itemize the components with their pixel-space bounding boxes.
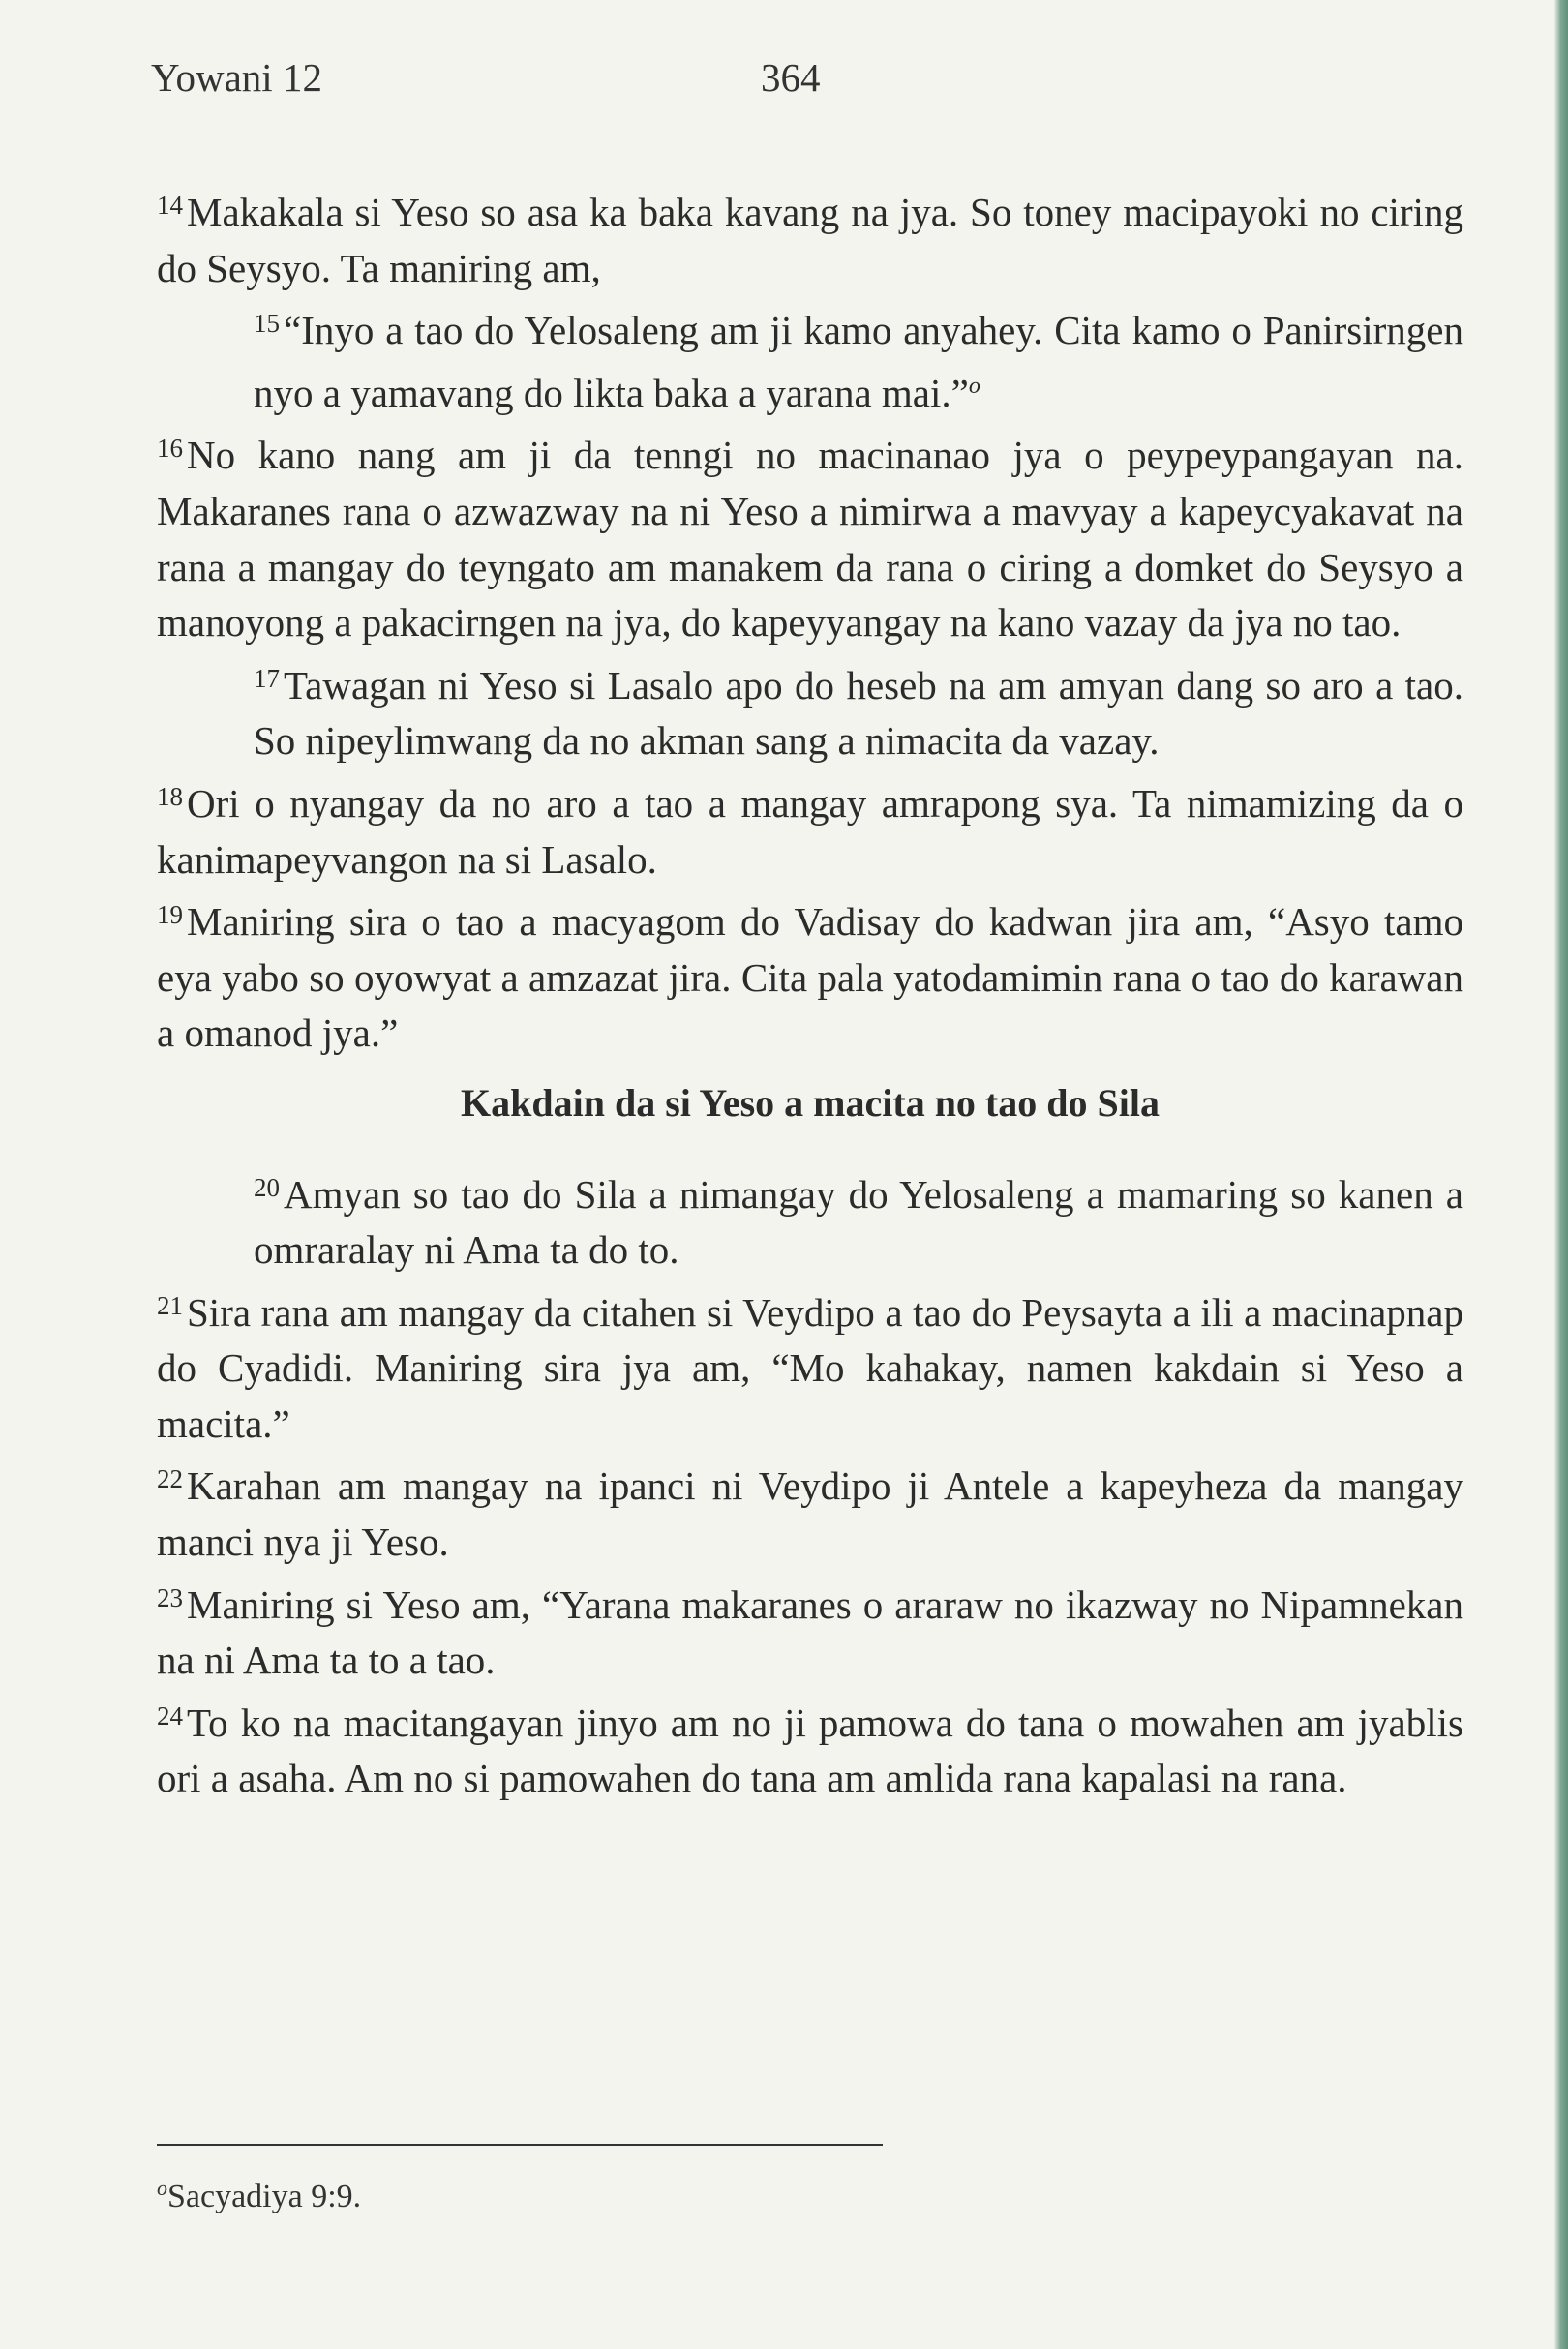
verse [157,178,1463,296]
verse-number: 17 [254,663,280,693]
verse-text: Maniring si Yeso am, “Yarana makaranes o araraw no ikazway no Nipamnekan na ni Ama ta to a tao. [157,1581,1463,1683]
page-edge [1554,0,1568,2349]
verse-text: Karahan am mangay na ipanci ni Veydipo ji Antele a kapeyheza da mangay manci nya ji Yeso. [157,1463,1463,1565]
verse [157,769,1463,888]
verse-number: 23 [157,1582,183,1612]
footnote-reference: o [968,373,980,399]
verse-text: To ko na macitangayan jinyo am no ji pamowa do tana o mowahen am jyablis ori a asaha. Am no si pamowahen do tana am amlida rana kapalasi na rana. [157,1700,1463,1801]
verse-text: Amyan so tao do Sila a nimangay do Yelosaleng a mamaring so kanen a omraralay ni Ama ta do to. [254,1171,1463,1273]
verse-number: 15 [254,309,280,339]
page-number: 364 [761,55,821,100]
verse [157,1689,1463,1807]
footnote [157,2176,361,2215]
verse-text: Makakala si Yeso so asa ka baka kavang na jya. So toney macipayoki no ciring do Seysyo. Ta maniring am, [157,190,1463,290]
verse [157,888,1463,1062]
verse [157,1160,1463,1279]
footnote-text: Sacyadiya 9:9. [167,2179,362,2214]
verse-number: 20 [254,1172,280,1202]
section-heading: Kakdain da si Yeso a macita no tao do Sila [461,1080,1160,1125]
verses-before-heading [157,178,1463,1062]
verse-number: 18 [157,781,183,811]
footnote-rule [157,2144,883,2146]
verse [157,651,1463,769]
verse [157,1571,1463,1689]
verse-number: 21 [157,1290,183,1320]
footnote-mark: o [157,2176,167,2200]
verse-text: No kano nang am ji da tenngi no macinanao jya o peypeypangayan na. Makaranes rana o azwazway na ni Yeso a nimirwa a mavyay a kapeycyakavat na rana a mangay do teyngato am manakem da rana o ciring a domket do Seysyo a manoyong a pakacirngen na jya, do kapeyyangay na kano vazay da jya no tao. [157,433,1463,646]
page-body [157,178,1463,1807]
page-header [151,46,1477,114]
verse [157,1279,1463,1453]
verse-number: 24 [157,1701,183,1731]
verse-text: Maniring sira o tao a macyagom do Vadisay do kadwan jira am, “Asyo tamo eya yabo so oyowyat a amzazat jira. Cita pala yatodamimin rana o tao do karawan a omanod jya.” [157,899,1463,1056]
verse-number: 14 [157,191,183,220]
verse-text: “Inyo a tao do Yelosaleng am ji kamo anyahey. Cita kamo o Panirsirngen nyo a yamavang do likta baka a yarana mai.” [254,308,1463,415]
verse-text: Tawagan ni Yeso si Lasalo apo do heseb na am amyan dang so aro a tao. So nipeylimwang da no akman sang a nimacita da vazay. [254,662,1463,764]
verse-number: 16 [157,434,183,464]
book-chapter-label: Yowani 12 [151,55,322,100]
verse-text: Ori o nyangay da no aro a tao a mangay amrapong sya. Ta nimamizing da o kanimapeyvangon na si Lasalo. [157,780,1463,882]
verses-after-heading [157,1160,1463,1808]
verse-text: Sira rana am mangay da citahen si Veydipo a tao do Peysayta a ili a macinapnap do Cyadidi. Maniring sira jya am, “Mo kahakay, namen kakdain si Yeso a macita.” [157,1289,1463,1446]
verse-number: 22 [157,1464,183,1494]
verse-number: 19 [157,900,183,930]
verse [157,1452,1463,1570]
verse [157,421,1463,650]
verse [157,296,1463,421]
